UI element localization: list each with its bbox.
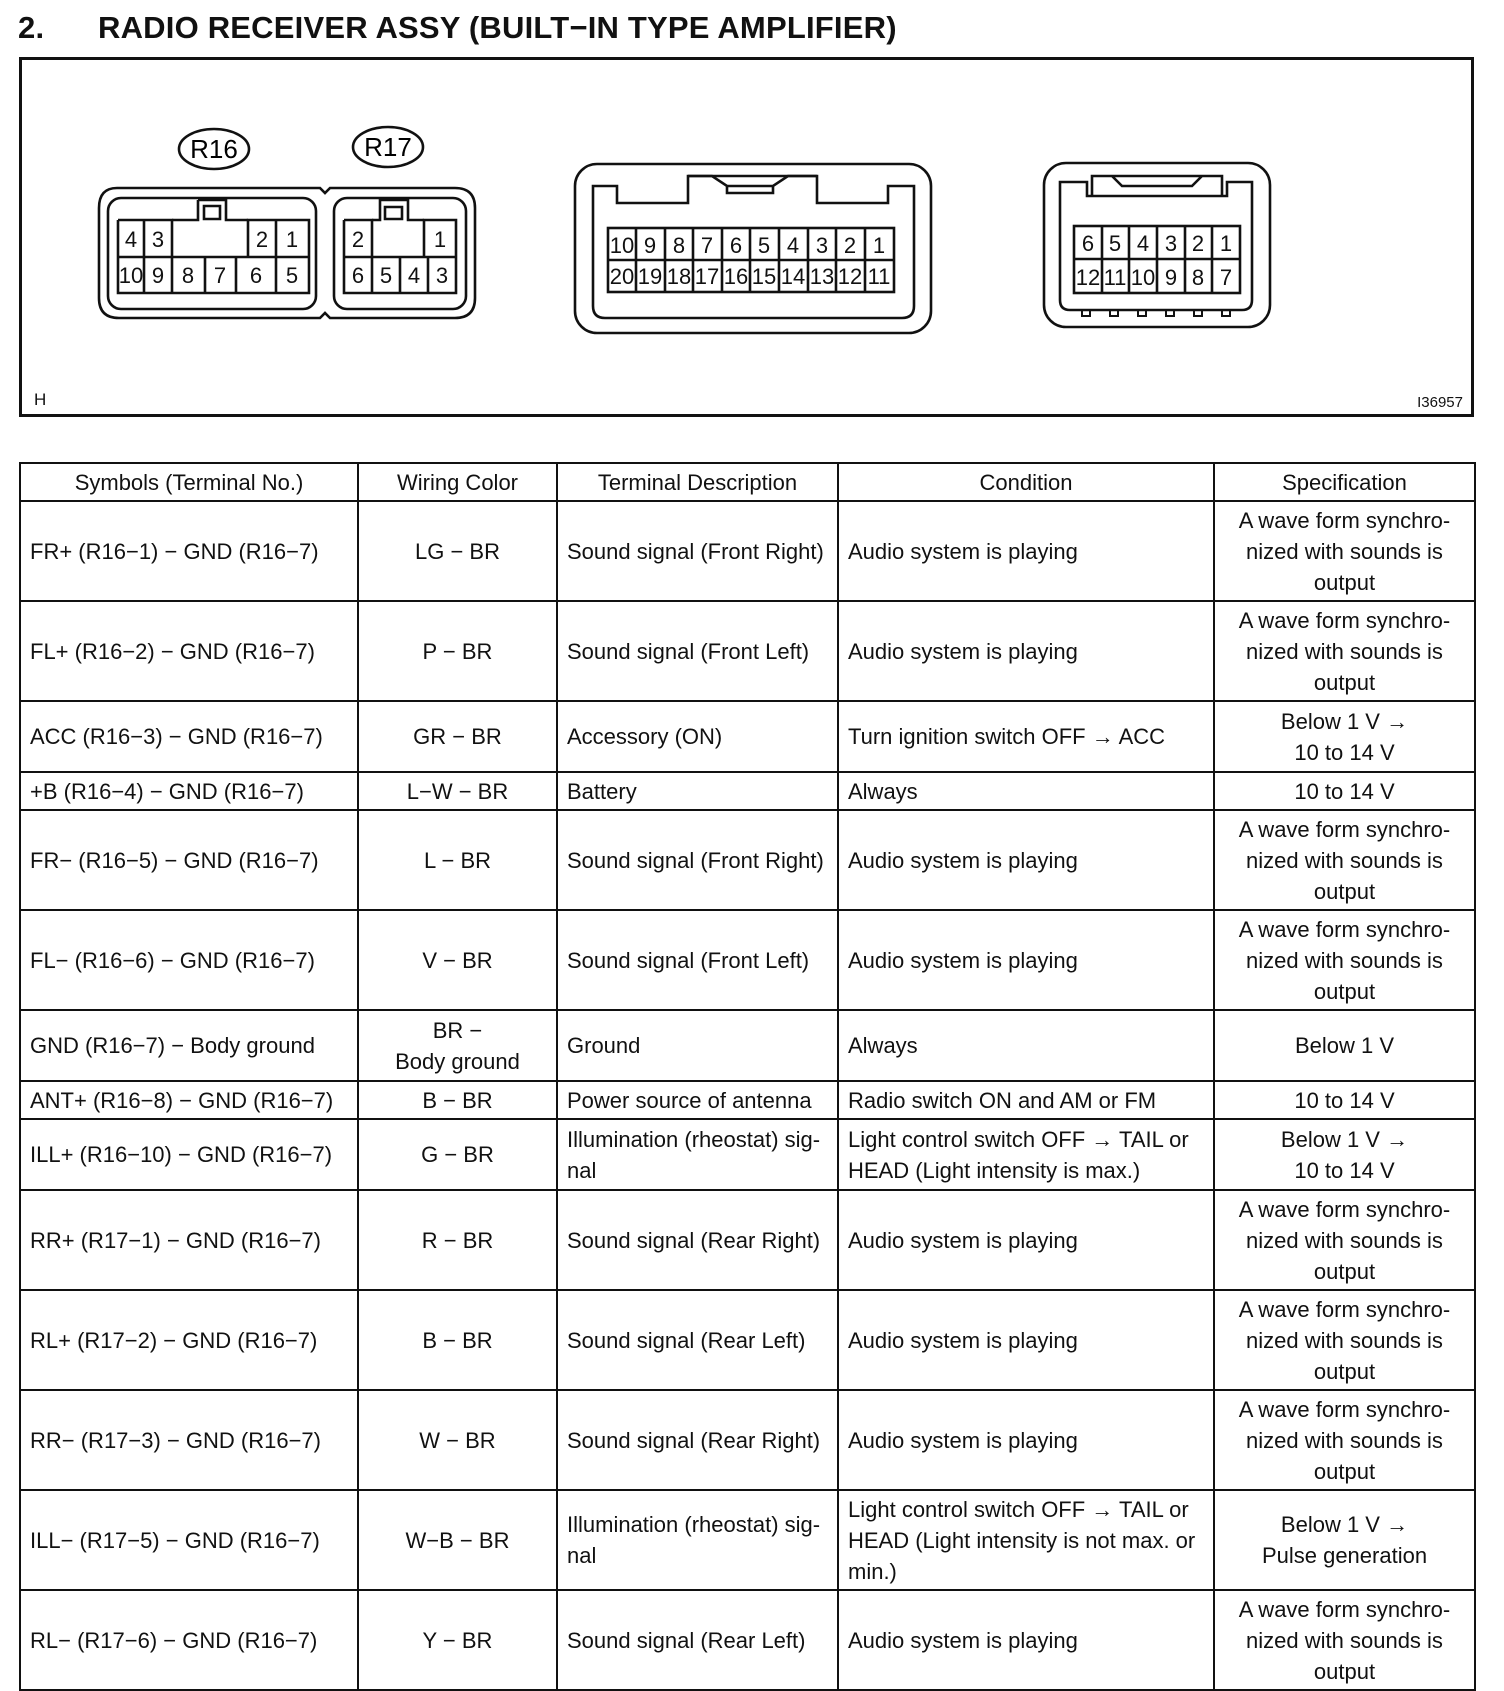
cell-line: nized with sounds is <box>1246 1627 1443 1653</box>
r17-pin: 5 <box>379 263 393 288</box>
description-cell <box>557 501 838 601</box>
r16-pin: 5 <box>285 263 299 288</box>
cell-line: +B (R16−4) − GND (R16−7) <box>30 778 304 804</box>
wiring-color-cell <box>358 1010 557 1081</box>
cell-line: Audio system is playing <box>848 1627 1078 1653</box>
cell-line: nized with sounds is <box>1246 1327 1443 1353</box>
cell-line: FR+ (R16−1) − GND (R16−7) <box>30 538 319 564</box>
specification-cell <box>1214 501 1475 601</box>
condition-cell <box>838 810 1214 910</box>
symbol-cell <box>20 1490 358 1590</box>
header-specification: Specification <box>1214 463 1475 501</box>
cell-line: 10 to 14 V <box>1294 1087 1395 1113</box>
cell-line: Body ground <box>395 1048 520 1074</box>
specification-cell <box>1214 1290 1475 1390</box>
condition-cell <box>838 772 1214 810</box>
table-header-row <box>20 463 1475 501</box>
symbol-cell <box>20 1119 358 1190</box>
symbol-cell <box>20 1290 358 1390</box>
cell-line: A wave form synchro- <box>1238 1596 1451 1622</box>
specification-cell <box>1214 1190 1475 1290</box>
r16-r17-housing <box>99 188 475 318</box>
cell-line: A wave form synchro- <box>1238 607 1451 633</box>
cell-line: P − BR <box>422 638 493 664</box>
condition-cell <box>838 1490 1214 1590</box>
description-cell <box>557 1081 838 1119</box>
cell-line: ACC (R16−3) − GND (R16−7) <box>30 724 323 749</box>
cell-line: Always <box>848 1033 918 1058</box>
symbol-cell <box>20 501 358 601</box>
c20-pin: 2 <box>843 233 857 258</box>
cell-line: B − BR <box>422 1327 493 1353</box>
cell-line: nized with sounds is <box>1246 638 1443 664</box>
condition-cell <box>838 1290 1214 1390</box>
r16-pin: 9 <box>151 263 165 288</box>
specification-cell <box>1214 1119 1475 1190</box>
cell-line: output <box>1313 1358 1376 1384</box>
cell-line: ILL+ (R16−10) − GND (R16−7) <box>30 1142 333 1167</box>
cell-line: Power source of antenna <box>567 1087 812 1113</box>
cell-line: Light control switch OFF → TAIL or <box>848 1126 1189 1152</box>
wiring-color-cell <box>358 1119 557 1190</box>
c20-pin: 19 <box>637 264 663 289</box>
cell-line: ANT+ (R16−8) − GND (R16−7) <box>30 1087 334 1113</box>
r17-pin: 1 <box>433 227 447 252</box>
cell-line: A wave form synchro- <box>1238 1296 1451 1322</box>
description-cell <box>557 1390 838 1490</box>
description-cell <box>557 1590 838 1690</box>
cell-line: Battery <box>567 778 637 804</box>
symbol-cell <box>20 910 358 1010</box>
c20-pin: 14 <box>780 264 806 289</box>
cell-line: HEAD (Light intensity is not max. or <box>848 1527 1196 1553</box>
cell-line: Sound signal (Rear Right) <box>567 1227 821 1253</box>
c20-pin: 3 <box>815 233 829 258</box>
c20-pin: 5 <box>757 233 771 258</box>
r16-pin: 1 <box>285 227 299 252</box>
wiring-color-cell <box>358 1390 557 1490</box>
cell-line: Accessory (ON) <box>567 724 723 749</box>
cell-line: Below 1 V → <box>1280 708 1409 734</box>
cell-line: A wave form synchro- <box>1238 1396 1451 1422</box>
wiring-color-cell <box>358 1290 557 1390</box>
table-body <box>20 501 1475 1690</box>
table-row <box>20 601 1475 701</box>
c12-pin: 8 <box>1191 265 1205 290</box>
c12-pin: 9 <box>1164 265 1178 290</box>
r17-label: R17 <box>364 132 412 162</box>
cell-line: Audio system is playing <box>848 947 1078 973</box>
c12-pin: 6 <box>1081 231 1095 256</box>
wiring-color-cell <box>358 601 557 701</box>
connector-diagram <box>22 60 1471 414</box>
cell-line: 10 to 14 V <box>1294 1157 1395 1183</box>
cell-line: Turn ignition switch OFF → ACC <box>848 724 1166 749</box>
c12-pin: 11 <box>1103 265 1127 290</box>
table-row <box>20 1081 1475 1119</box>
symbol-cell <box>20 1190 358 1290</box>
c20-pin: 8 <box>672 233 686 258</box>
cell-line: RL+ (R17−2) − GND (R16−7) <box>30 1327 318 1353</box>
c20-pin: 10 <box>609 233 635 258</box>
cell-line: output <box>1313 978 1376 1004</box>
c12-pin: 4 <box>1136 231 1150 256</box>
symbol-cell <box>20 772 358 810</box>
specification-cell <box>1214 910 1475 1010</box>
wiring-color-cell <box>358 810 557 910</box>
c20-pin: 9 <box>643 233 657 258</box>
specification-cell <box>1214 772 1475 810</box>
cell-line: min.) <box>848 1558 897 1584</box>
specification-cell <box>1214 1081 1475 1119</box>
wiring-color-cell <box>358 1590 557 1690</box>
terminal-spec-table <box>19 462 1476 1691</box>
condition-cell <box>838 701 1214 772</box>
cell-line: nal <box>567 1157 597 1183</box>
condition-cell <box>838 910 1214 1010</box>
specification-cell <box>1214 810 1475 910</box>
section-title: RADIO RECEIVER ASSY (BUILT−IN TYPE AMPLIFIER) <box>98 10 897 45</box>
figure-corner-label: H <box>34 390 47 409</box>
symbol-cell <box>20 810 358 910</box>
symbol-cell <box>20 1590 358 1690</box>
c20-pin: 13 <box>809 264 835 289</box>
cell-line: output <box>1313 669 1376 695</box>
c20-lock <box>688 176 817 193</box>
c20-pin: 7 <box>700 233 714 258</box>
cell-line: FL− (R16−6) − GND (R16−7) <box>30 947 315 973</box>
cell-line: Always <box>848 778 918 804</box>
cell-line: Below 1 V → <box>1280 1512 1409 1537</box>
cell-line: GR − BR <box>413 724 502 749</box>
cell-line: nized with sounds is <box>1246 538 1443 564</box>
cell-line: nized with sounds is <box>1246 1427 1443 1453</box>
symbol-cell <box>20 1081 358 1119</box>
symbol-cell <box>20 1010 358 1081</box>
cell-line: nized with sounds is <box>1246 1227 1443 1253</box>
r16-pin: 2 <box>255 227 269 252</box>
section-heading <box>18 10 897 50</box>
cell-line: Light control switch OFF → TAIL or <box>848 1496 1189 1522</box>
cell-line: output <box>1313 1258 1376 1284</box>
cell-line: Pulse generation <box>1261 1543 1428 1568</box>
header-wiring-color: Wiring Color <box>358 463 557 501</box>
cell-line: ILL− (R17−5) − GND (R16−7) <box>30 1527 320 1553</box>
description-cell <box>557 910 838 1010</box>
r16-pin: 3 <box>151 227 165 252</box>
condition-cell <box>838 1190 1214 1290</box>
c20-pin: 1 <box>872 233 886 258</box>
cell-line: Audio system is playing <box>848 638 1078 664</box>
cell-line: R − BR <box>421 1227 494 1253</box>
wiring-color-cell <box>358 1490 557 1590</box>
connector-figure <box>19 57 1474 417</box>
cell-line: output <box>1313 878 1376 904</box>
table-row <box>20 1390 1475 1490</box>
table-row <box>20 1490 1475 1590</box>
r17-pin: 6 <box>351 263 365 288</box>
c20-pin: 16 <box>723 264 749 289</box>
cell-line: RR+ (R17−1) − GND (R16−7) <box>30 1227 321 1253</box>
description-cell <box>557 1010 838 1081</box>
cell-line: nized with sounds is <box>1246 847 1443 873</box>
specification-cell <box>1214 701 1475 772</box>
cell-line: Below 1 V <box>1294 1033 1395 1058</box>
wiring-color-cell <box>358 701 557 772</box>
specification-cell <box>1214 1010 1475 1081</box>
header-symbols: Symbols (Terminal No.) <box>20 463 358 501</box>
cell-line: L−W − BR <box>406 778 509 804</box>
c12-pin: 3 <box>1164 231 1178 256</box>
cell-line: output <box>1313 569 1376 595</box>
description-cell <box>557 601 838 701</box>
specification-cell <box>1214 1590 1475 1690</box>
c20-pin: 15 <box>751 264 777 289</box>
condition-cell <box>838 501 1214 601</box>
cell-line: Below 1 V → <box>1280 1126 1409 1152</box>
cell-line: nized with sounds is <box>1246 947 1443 973</box>
cell-line: A wave form synchro- <box>1238 507 1451 533</box>
c20-pin: 20 <box>609 264 635 289</box>
figure-id: I36957 <box>1417 394 1463 411</box>
cell-line: Audio system is playing <box>848 538 1078 564</box>
r17-lock <box>372 200 424 220</box>
condition-cell <box>838 1081 1214 1119</box>
cell-line: 10 to 14 V <box>1294 778 1395 804</box>
cell-line: W−B − BR <box>405 1527 510 1553</box>
wiring-color-cell <box>358 1081 557 1119</box>
cell-line: Sound signal (Rear Left) <box>567 1327 806 1353</box>
specification-cell <box>1214 601 1475 701</box>
r16-pin: 4 <box>124 227 138 252</box>
table-row <box>20 1290 1475 1390</box>
r17-pin: 2 <box>351 227 365 252</box>
specification-cell <box>1214 1490 1475 1590</box>
cell-line: FR− (R16−5) − GND (R16−7) <box>30 847 319 873</box>
cell-line: output <box>1313 1458 1376 1484</box>
cell-line: A wave form synchro- <box>1238 916 1451 942</box>
cell-line: Ground <box>567 1033 641 1058</box>
description-cell <box>557 1490 838 1590</box>
wiring-color-cell <box>358 501 557 601</box>
condition-cell <box>838 1590 1214 1690</box>
table-row <box>20 910 1475 1010</box>
cell-line: HEAD (Light intensity is max.) <box>848 1157 1141 1183</box>
cell-line: RL− (R17−6) − GND (R16−7) <box>30 1627 318 1653</box>
table-row <box>20 701 1475 772</box>
r16-pin: 7 <box>213 263 227 288</box>
wiring-color-cell <box>358 910 557 1010</box>
cell-line: nal <box>567 1543 597 1568</box>
cell-line: Sound signal (Front Left) <box>567 947 810 973</box>
condition-cell <box>838 601 1214 701</box>
cell-line: Sound signal (Rear Right) <box>567 1427 821 1453</box>
cell-line: W − BR <box>419 1427 496 1453</box>
cell-line: Sound signal (Front Left) <box>567 638 810 664</box>
cell-line: Audio system is playing <box>848 847 1078 873</box>
c12-pin: 7 <box>1219 265 1233 290</box>
r17-pin: 3 <box>435 263 449 288</box>
c12-pin: 2 <box>1191 231 1205 256</box>
cell-line: V − BR <box>422 947 493 973</box>
condition-cell <box>838 1010 1214 1081</box>
description-cell <box>557 1290 838 1390</box>
c20-pin: 6 <box>729 233 743 258</box>
cell-line: BR − <box>432 1017 483 1043</box>
cell-line: Illumination (rheostat) sig- <box>567 1126 821 1152</box>
r17-pin: 4 <box>407 263 421 288</box>
r16-lock <box>172 200 248 220</box>
table-row <box>20 810 1475 910</box>
cell-line: A wave form synchro- <box>1238 816 1451 842</box>
c12-pin: 12 <box>1075 265 1101 290</box>
cell-line: A wave form synchro- <box>1238 1196 1451 1222</box>
r16-pin: 8 <box>181 263 195 288</box>
condition-cell <box>838 1390 1214 1490</box>
header-terminal-description: Terminal Description <box>557 463 838 501</box>
c12-pin: 1 <box>1219 231 1233 256</box>
c20-pin: 4 <box>786 233 800 258</box>
cell-line: Radio switch ON and AM or FM <box>848 1087 1157 1113</box>
description-cell <box>557 772 838 810</box>
table-row <box>20 1119 1475 1190</box>
cell-line: Y − BR <box>422 1627 493 1653</box>
table-row <box>20 772 1475 810</box>
cell-line: LG − BR <box>415 538 500 564</box>
description-cell <box>557 1119 838 1190</box>
specification-cell <box>1214 1390 1475 1490</box>
cell-line: GND (R16−7) − Body ground <box>30 1033 315 1058</box>
description-cell <box>557 810 838 910</box>
c20-pin: 17 <box>694 264 720 289</box>
wiring-color-cell <box>358 1190 557 1290</box>
cell-line: FL+ (R16−2) − GND (R16−7) <box>30 638 315 664</box>
cell-line: output <box>1313 1658 1376 1684</box>
c20-pin: 11 <box>867 264 891 289</box>
c20-pin: 18 <box>666 264 692 289</box>
cell-line: Illumination (rheostat) sig- <box>567 1512 821 1537</box>
cell-line: G − BR <box>421 1142 494 1167</box>
cell-line: Audio system is playing <box>848 1427 1078 1453</box>
cell-line: 10 to 14 V <box>1294 739 1395 765</box>
c12-lock <box>1092 176 1222 196</box>
table-row <box>20 501 1475 601</box>
r16-pin: 6 <box>249 263 263 288</box>
description-cell <box>557 701 838 772</box>
cell-line: Sound signal (Front Right) <box>567 847 824 873</box>
c12-pin: 10 <box>1130 265 1156 290</box>
section-number: 2. <box>18 10 45 45</box>
cell-line: B − BR <box>422 1087 493 1113</box>
header-condition: Condition <box>838 463 1214 501</box>
cell-line: Audio system is playing <box>848 1327 1078 1353</box>
table-row <box>20 1590 1475 1690</box>
condition-cell <box>838 1119 1214 1190</box>
cell-line: Sound signal (Front Right) <box>567 538 824 564</box>
cell-line: RR− (R17−3) − GND (R16−7) <box>30 1427 321 1453</box>
table-row <box>20 1010 1475 1081</box>
table-row <box>20 1190 1475 1290</box>
c12-pin: 5 <box>1108 231 1122 256</box>
symbol-cell <box>20 601 358 701</box>
c20-pin: 12 <box>837 264 863 289</box>
description-cell <box>557 1190 838 1290</box>
cell-line: Audio system is playing <box>848 1227 1078 1253</box>
symbol-cell <box>20 1390 358 1490</box>
cell-line: Sound signal (Rear Left) <box>567 1627 806 1653</box>
wiring-color-cell <box>358 772 557 810</box>
cell-line: L − BR <box>423 847 492 873</box>
r16-pin: 10 <box>118 263 144 288</box>
r16-label: R16 <box>190 134 238 164</box>
symbol-cell <box>20 701 358 772</box>
